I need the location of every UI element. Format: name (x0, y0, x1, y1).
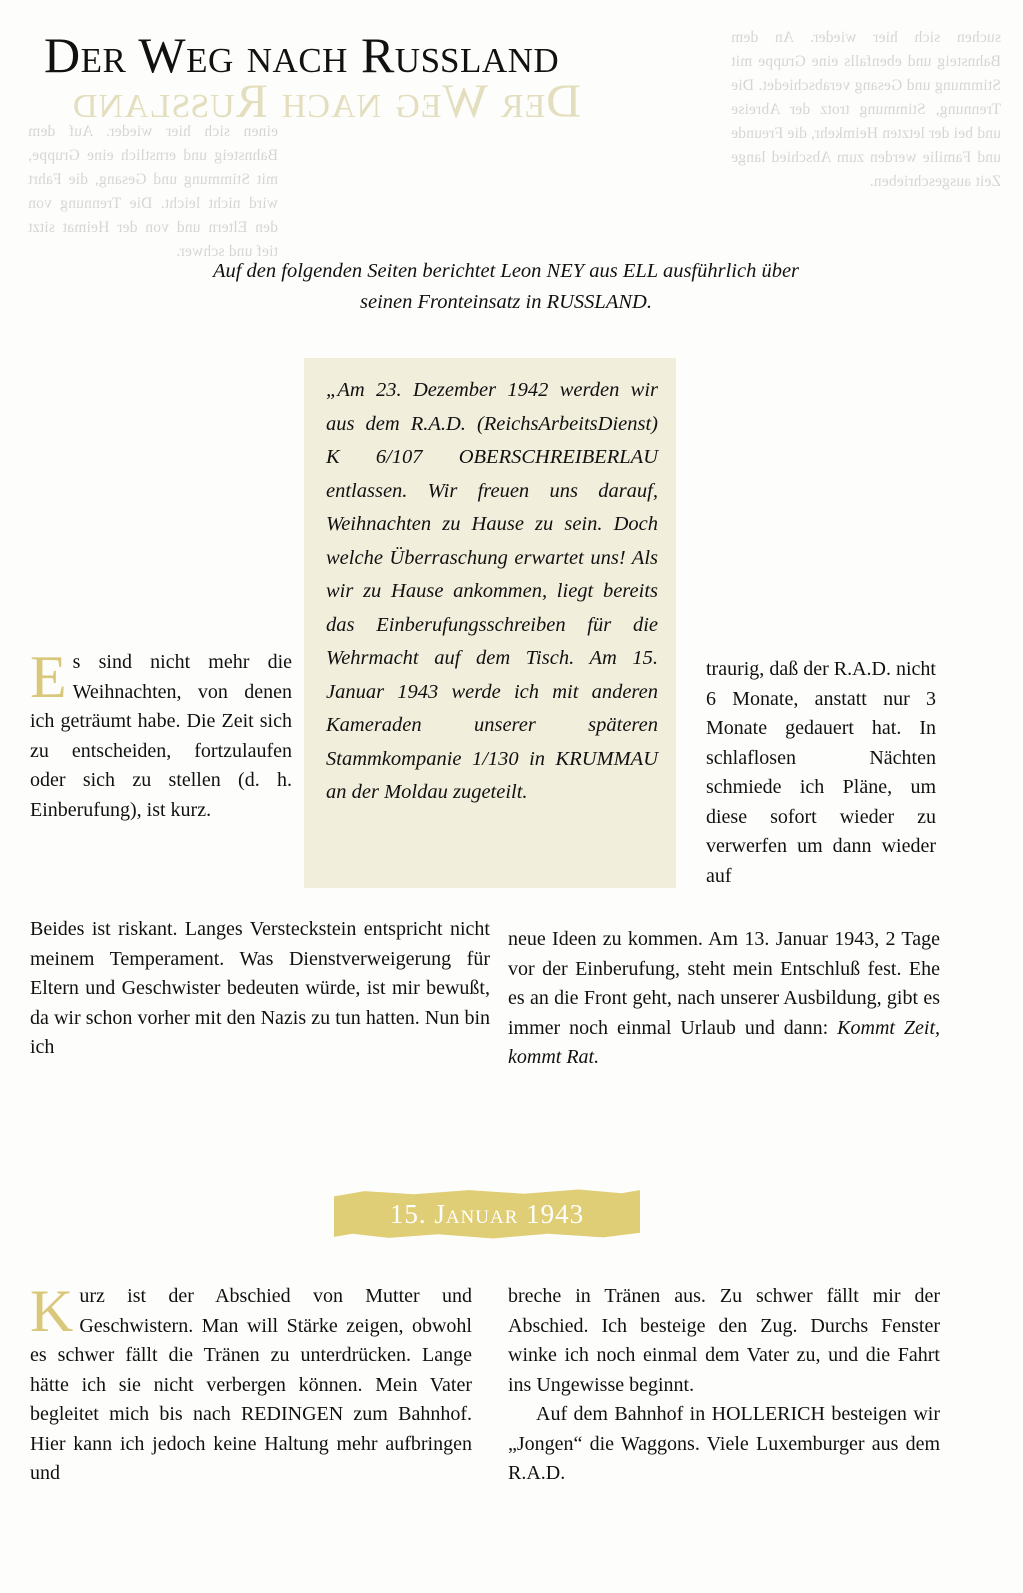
quote-box (304, 358, 676, 888)
page-bleed-left: einen sich hier wieder. Auf dem Bahnsteig und ernstlich eine Gruppe, mit Stimmung und Gesang, die Fahrt wird nicht leicht. Die Trennung von den Eltern und von der Heimat sitzt tief und schwer. (23, 123, 278, 260)
body-right-wide-paragraph (508, 925, 940, 1073)
dropcap-e: E (30, 644, 67, 710)
page-bleed-right: suchen sich hier wieder. An dem Bahnsteig und ebenfalls eine Gruppe mit Stimmung und Gesang verabschiedet. Die Trennung, Stimmung trotz der Abreise und bei der letzten Heimkehr, die Freunde und Familie werden zum Abschied lange Zeit ausgeschrieben. (726, 29, 1001, 190)
bottom-right-paragraph-2: Auf dem Bahnhof in HOLLERICH besteigen wir „Jongen“ die Waggons. Viele Luxemburger aus dem R.A.D. (508, 1403, 940, 1484)
body-right-narrow-text: traurig, daß der R.A.D. nicht 6 Monate, anstatt nur 3 Monate gedauert hat. In schlaflosen Nächten schmiede ich Pläne, um diese sofort wieder zu verwerfen um dann wieder auf (706, 658, 936, 887)
date-banner (334, 1188, 640, 1240)
body-column-right-narrow (706, 655, 936, 891)
bottom-right-paragraph-1: breche in Tränen aus. Zu schwer fällt mir der Abschied. Ich besteige den Zug. Durchs Fenster winke ich noch einmal dem Vater zu, und die Fahrt ins Ungewisse beginnt. (508, 1285, 940, 1396)
body-column-right-wide (508, 925, 940, 1073)
body-left-narrow-paragraph (30, 644, 292, 825)
quote-text: „Am 23. Dezember 1942 werden wir aus dem R.A.D. (ReichsArbeitsDienst) K 6/107 OBERSCHREIBERLAU entlassen. Wir freuen uns darauf, Weihnachten zu Hause zu sein. Doch welche Überraschung erwartet uns! Als wir zu Hause ankommen, liegt bereits das Einberufungsschreiben für die Wehrmacht auf dem Tisch. Am 15. Januar 1943 werde ich mit anderen Kameraden unserer späteren Stammkompanie 1/130 in KRUMMAU an der Moldau zugeteilt. (326, 379, 658, 803)
date-banner-label: 15. Januar 1943 (389, 1198, 585, 1229)
body-column-left-wide (30, 915, 490, 1063)
intro-paragraph: Auf den folgenden Seiten berichtet Leon NEY aus ELL ausführlich über seinen Fronteinsatz in RUSSLAND. (212, 260, 800, 313)
body-right-wide-text: neue Ideen zu kommen. Am 13. Januar 1943, 2 Tage vor der Einberufung, steht mein Entschluß fest. Ehe es an die Front geht, nach unserer Ausbildung, gibt es immer noch einmal Urlaub und dann: (508, 928, 940, 1039)
ghost-title-bleed: Der Weg nach Rußland (72, 75, 582, 128)
body-left-wide-text: Beides ist riskant. Langes Versteckstein entspricht nicht meinem Temperament. Was Dienstverweigerung für Eltern und Geschwister bedeuten würde, ist mir bewußt, da wir schon vorher mit den Nazis zu tun hatten. Nun bin ich (30, 918, 490, 1058)
body-left-narrow-text: s sind nicht mehr die Weihnachten, von denen ich geträumt habe. Die Zeit sich zu entscheiden, fortzulaufen oder sich zu stellen (d. h. Einberufung), ist kurz. (30, 651, 292, 821)
body-column-left-narrow (30, 644, 292, 825)
page-title: Der Weg nach Rußland (44, 27, 560, 83)
body-column-bottom-left (30, 1278, 472, 1489)
body-column-bottom-right (508, 1282, 940, 1489)
bottom-left-text: urz ist der Abschied von Mutter und Geschwistern. Man will Stärke zeigen, obwohl es schwer fällt die Tränen zu unterdrücken. Lange hätte ich sie nicht verbergen können. Mein Vater begleitet mich bis nach REDINGEN zum Bahnhof. Hier kann ich jedoch keine Haltung mehr aufbringen und (30, 1285, 472, 1484)
bottom-left-paragraph (30, 1278, 472, 1489)
body-right-wide-italic: Kommt Zeit, kommt Rat. (508, 1016, 940, 1068)
dropcap-k: K (30, 1278, 74, 1344)
